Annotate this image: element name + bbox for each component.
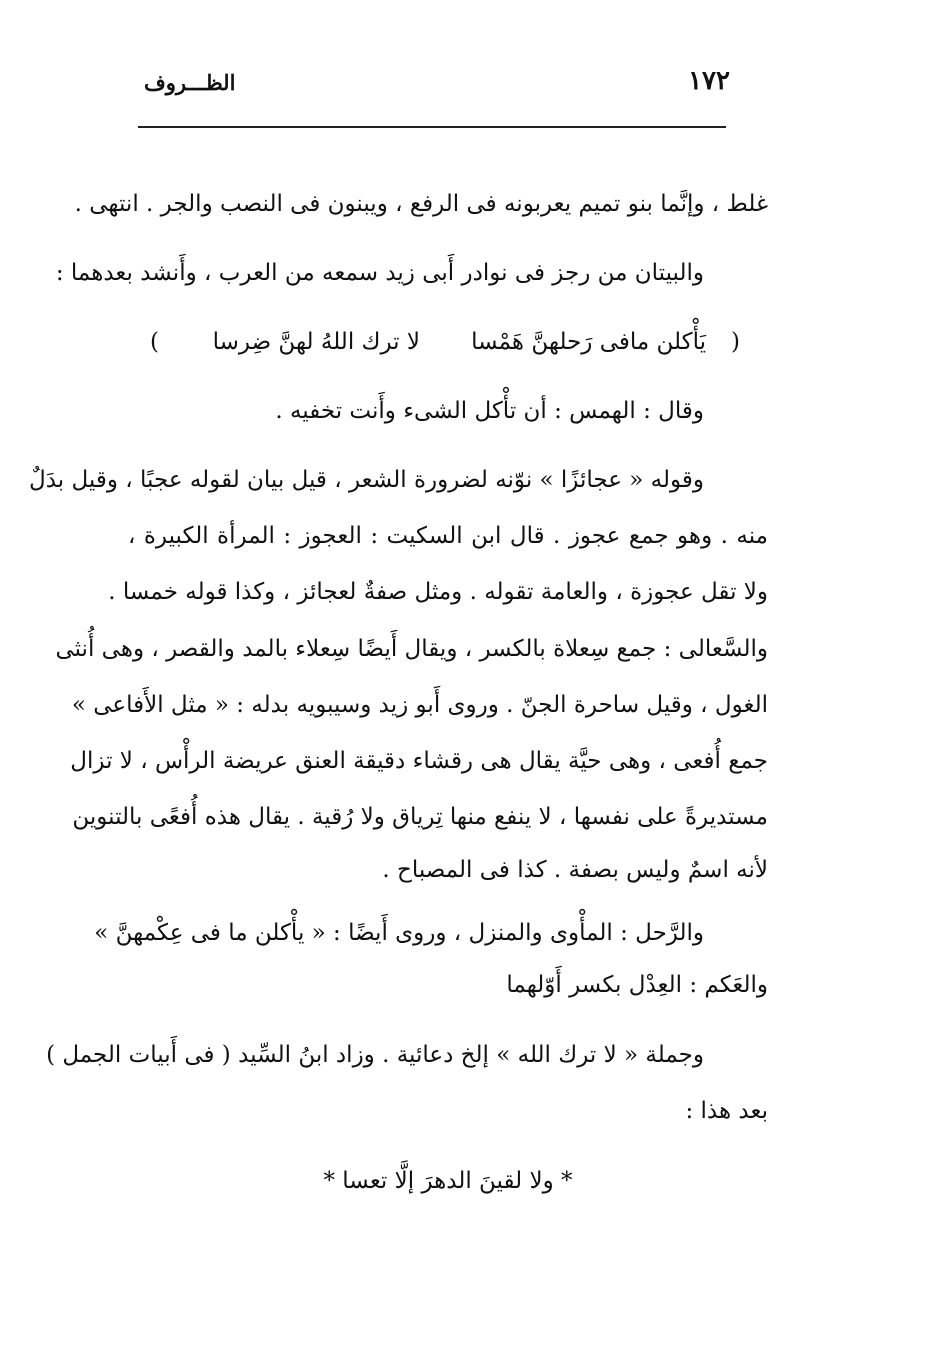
- verse-couplet: [150, 322, 740, 362]
- header-rule: [138, 126, 726, 128]
- text-line: والسَّعالى : جمع سِعلاة بالكسر ، ويقال أَيضًا سِعلاء بالمد والقصر ، وهى أُنثى: [55, 636, 768, 662]
- text-line: وقوله « عجائزًا » نوّنه لضرورة الشعر ، قيل بيان لقوله عجبًا ، وقيل بدَلٌ: [29, 467, 704, 493]
- running-head: [130, 66, 730, 106]
- verse-close-paren: ): [150, 329, 159, 355]
- page-number: ١٧٢: [688, 66, 730, 96]
- closing-verse: * ولا لقينَ الدهرَ إلَّا تعسا *: [323, 1168, 573, 1194]
- text-line: غلط ، وإنَّما بنو تميم يعربونه فى الرفع ، ويبنون فى النصب والجر . انتهى .: [74, 191, 768, 217]
- verse-second-hemistich: لا ترك اللهُ لهنَّ ضِرسا: [212, 329, 420, 355]
- text-line: جمع أُفعى ، وهى حيَّة يقال هى رقشاء دقيقة العنق عريضة الرأْس ، لا تزال: [70, 748, 768, 774]
- text-line: ولا تقل عجوزة ، والعامة تقوله . ومثل صفةٌ لعجائز ، وكذا قوله خمسا .: [108, 579, 768, 605]
- text-line: الغول ، وقيل ساحرة الجنّ . وروى أَبو زيد وسيبويه بدله : « مثل الأَفاعى »: [71, 692, 768, 718]
- running-title: الظـــروف: [144, 70, 236, 95]
- verse-first-hemistich: يَأْكلن مافى رَحلهنَّ هَمْسا: [471, 329, 706, 355]
- text-line: والرَّحل : المأْوى والمنزل ، وروى أَيضًا : « يأْكلن ما فى عِكْمهنَّ »: [94, 920, 704, 946]
- text-line: بعد هذا :: [685, 1098, 768, 1124]
- verse-open-paren: (: [731, 329, 740, 355]
- text-line: لأنه اسمٌ وليس بصفة . كذا فى المصباح .: [382, 857, 768, 883]
- text-line: والبيتان من رجز فى نوادر أَبى زيد سمعه من العرب ، وأَنشد بعدهما :: [55, 260, 704, 286]
- text-line: منه . وهو جمع عجوز . قال ابن السكيت : العجوز : المرأة الكبيرة ،: [128, 523, 768, 549]
- text-line: مستديرةً على نفسها ، لا ينفع منها تِرياق ولا رُقية . يقال هذه أُفعًى بالتنوين: [72, 804, 768, 830]
- text-line: وقال : الهمس : أن تأْكل الشىء وأَنت تخفيه .: [275, 398, 704, 424]
- text-line: وجملة « لا ترك الله » إلخ دعائية . وزاد ابنُ السِّيد ( فى أَبيات الجمل ): [46, 1042, 704, 1068]
- text-line: والعَكم : العِدْل بكسر أَوّلهما: [506, 972, 768, 998]
